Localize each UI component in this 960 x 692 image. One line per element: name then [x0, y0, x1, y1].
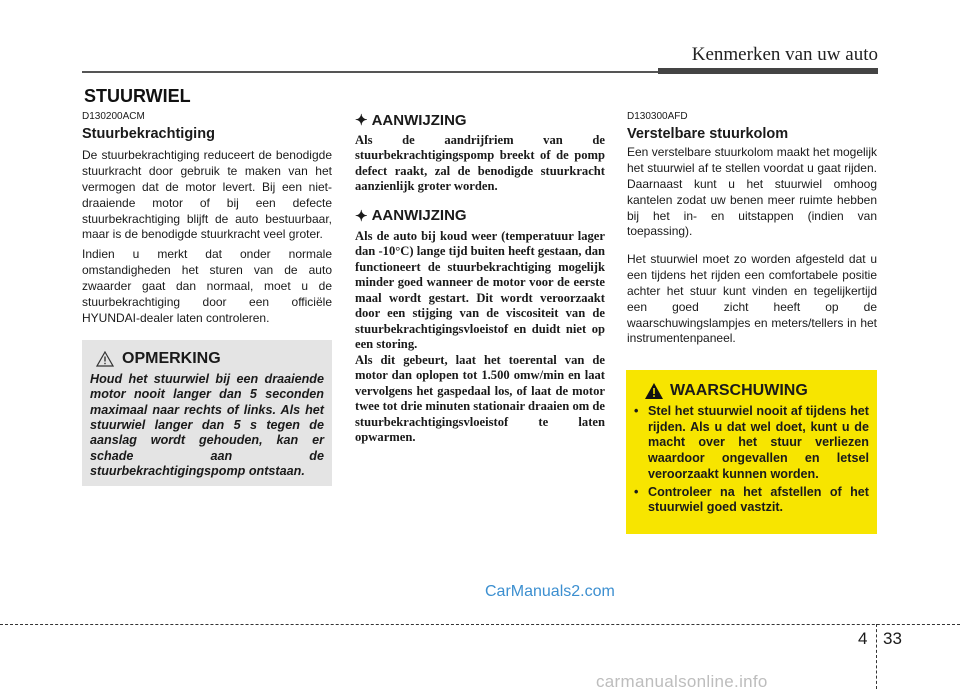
notice-body: Als de auto bij koud weer (temperatuur lager dan -10°C) lange tijd buiten heeft gestaan, dan functioneert de stuurbekrachtiging mogelijk minder goed wanneer de motor voor de eerste maal wordt gestart. Dit wordt veroorzaakt door een stijging van de viscositeit van de stuurbekrachtigingsvloeistof en duidt niet op een storing.: [355, 228, 605, 352]
notice-body: Als de aandrijfriem van de stuurbekrachtigingspomp breekt of de pomp defect raakt, zal de benodigde stuurkracht aanzienlijk groter worden.: [355, 133, 605, 194]
warning-list: [626, 404, 877, 516]
watermark-link[interactable]: CarManuals2.com: [485, 583, 615, 600]
section-code: D130200ACM: [82, 111, 145, 122]
note-title: OPMERKING: [122, 350, 221, 367]
paragraph: Het stuurwiel moet zo worden afgesteld dat u een tijdens het rijden een comfortabele positie achter het stuur kunt vinden en tegelijkertijd een goed zicht heeft op de waarschuwingslampjes en meters/tellers in het instrumentenpaneel.: [627, 252, 877, 346]
warning-triangle-icon: [644, 382, 664, 400]
notice-title: AANWIJZING: [371, 207, 467, 225]
page-number: 33: [883, 629, 902, 648]
note-body: Houd het stuurwiel bij een draaiende motor nooit langer dan 5 seconden maximaal naar rechts of links. Als het stuurwiel langer dan 5 s tegen de aanslag wordt gehouden, kan er schade aan de stuurbekrachtigingspomp ontstaan.: [90, 372, 324, 479]
warning-triangle-icon: [96, 351, 114, 367]
section-heading: STUURWIEL: [84, 86, 191, 106]
paragraph: Een verstelbare stuurkolom maakt het mogelijk het stuurwiel af te stellen voordat u gaat rijden. Daarnaast kunt u het stuurwiel omhoog kantelen zodat uw benen meer ruimte hebben bij het in- en uitstappen (indien van toepassing).: [627, 145, 877, 239]
footer-rule: [0, 624, 960, 625]
warning-title: WAARSCHUWING: [670, 382, 808, 399]
notice-body: Als dit gebeurt, laat het toerental van de motor dan oplopen tot 1.500 omw/min en laat vervolgens het gaspedaal los, of laat de motor twee tot drie minuten stationair draaien om de stuurbekrachtigingsvloeistof te laten opwarmen.: [355, 352, 605, 445]
subheading: Stuurbekrachtiging: [82, 126, 215, 142]
warning-box: [626, 370, 877, 534]
paragraph: De stuurbekrachtiging reduceert de benodigde stuurkracht door gebruik te maken van het vermogen dat de motor levert. Bij een niet-draaiende motor of bij een defecte stuurbekrachtiging blijft de auto bestuurbaar, maar is de benodigde stuurkracht veel groter.: [82, 148, 332, 242]
star-icon: ✦: [355, 112, 368, 129]
column-adjustable-column: [627, 111, 877, 351]
notice-header: [355, 207, 605, 225]
watermark-text: carmanualsonline.info: [596, 672, 768, 691]
star-icon: ✦: [355, 207, 368, 225]
warning-item: • Controleer na het afstellen of het stuurwiel goed vastzit.: [626, 485, 869, 516]
paragraph: Indien u merkt dat onder normale omstandigheden het sturen van de auto zwaarder gaat dan normaal, moet u de stuurbekrachtiging door een officiële HYUNDAI-dealer laten controleren.: [82, 247, 332, 325]
section-code: D130300AFD: [627, 111, 688, 122]
notice-title: AANWIJZING: [371, 111, 467, 129]
note-header: [96, 350, 332, 368]
warning-header: [644, 382, 877, 400]
footer-divider: [876, 624, 877, 689]
header-title: Kenmerken van uw auto: [691, 44, 878, 65]
subheading: Verstelbare stuurkolom: [627, 126, 789, 142]
column-power-steering: [82, 111, 332, 330]
warning-item: • Stel het stuurwiel nooit af tijdens het rijden. Als u dat wel doet, kunt u de macht over het stuur verliezen waardoor ongevallen en letsel veroorzaakt kunnen worden.: [626, 404, 869, 483]
note-box: [82, 340, 332, 486]
chapter-number: 4: [858, 629, 868, 648]
header-rule-accent: [658, 68, 878, 74]
notice-header: [355, 111, 605, 129]
column-notices: [355, 111, 605, 458]
